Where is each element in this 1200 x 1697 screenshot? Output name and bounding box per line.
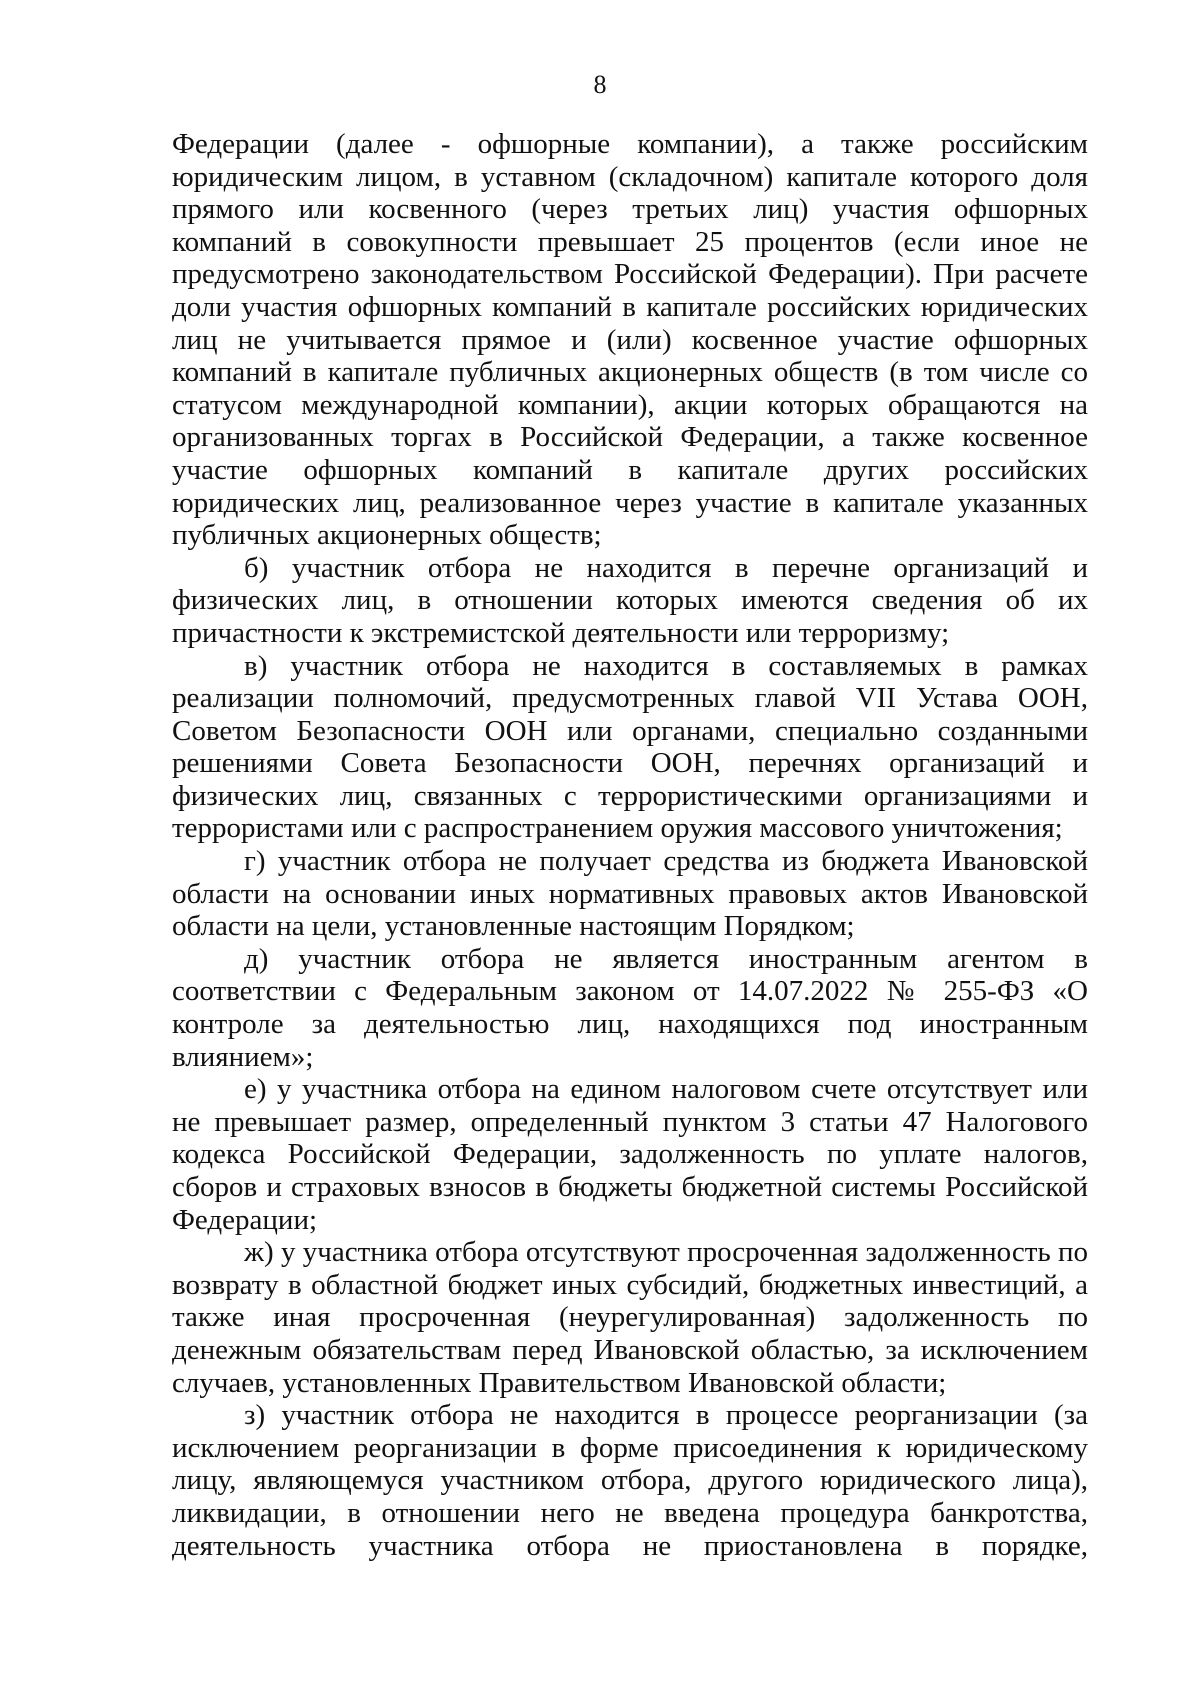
paragraph-item-e: е) у участника отбора на едином налоговом счете отсутствует или не превышает размер, определенный пунктом 3 статьи 47 Налогового кодекса Российской Федерации, задолженность по уплате налогов, сборов и страховых взносов в бюджеты бюджетной системы Российской Федерации; xyxy=(172,1073,1088,1236)
paragraph-item-b: б) участник отбора не находится в перечне организаций и физических лиц, в отношении которых имеются сведения об их причастности к экстремистской деятельности или терроризму; xyxy=(172,551,1088,649)
paragraph-item-v: в) участник отбора не находится в составляемых в рамках реализации полномочий, предусмотренных главой VII Устава ООН, Советом Безопасности ООН или органами, специально созданными решениями Совета Безопасности ООН, перечнях организаций и физических лиц, связанных с террористическими организациями и террористами или с распространением оружия массового уничтожения; xyxy=(172,649,1088,845)
paragraph-item-z: з) участник отбора не находится в процессе реорганизации (за исключением реорганизации в форме присоединения к юридическому лицу, являющемуся участником отбора, другого юридического лица), ликвидации, в отношении него не введена процедура банкротства, деятельность участника отбора не приостановлена в порядке, xyxy=(172,1399,1088,1562)
paragraph-item-zh: ж) у участника отбора отсутствуют просроченная задолженность по возврату в областной бюджет иных субсидий, бюджетных инвестиций, а также иная просроченная (неурегулированная) задолженность по денежным обязательствам перед Ивановской областью, за исключением случаев, установленных Правительством Ивановской области; xyxy=(172,1236,1088,1399)
page-number: 8 xyxy=(593,70,607,99)
paragraph-item-d: д) участник отбора не является иностранным агентом в соответствии с Федеральным законом от 14.07.2022 № 255-ФЗ «О контроле за деятельностью лиц, находящихся под иностранным влиянием»; xyxy=(172,942,1088,1073)
document-body xyxy=(172,128,1088,1562)
paragraph-continuation: Федерации (далее - офшорные компании), а также российским юридическим лицом, в уставном (складочном) капитале которого доля прямого или косвенного (через третьих лиц) участия офшорных компаний в совокупности превышает 25 процентов (если иное не предусмотрено законодательством Российской Федерации). При расчете доли участия офшорных компаний в капитале российских юридических лиц не учитывается прямое и (или) косвенное участие офшорных компаний в капитале публичных акционерных обществ (в том числе со статусом международной компании), акции которых обращаются на организованных торгах в Российской Федерации, а также косвенное участие офшорных компаний в капитале других российских юридических лиц, реализованное через участие в капитале указанных публичных акционерных обществ; xyxy=(172,128,1088,552)
paragraph-item-g: г) участник отбора не получает средства из бюджета Ивановской области на основании иных нормативных правовых актов Ивановской области на цели, установленные настоящим Порядком; xyxy=(172,845,1088,943)
